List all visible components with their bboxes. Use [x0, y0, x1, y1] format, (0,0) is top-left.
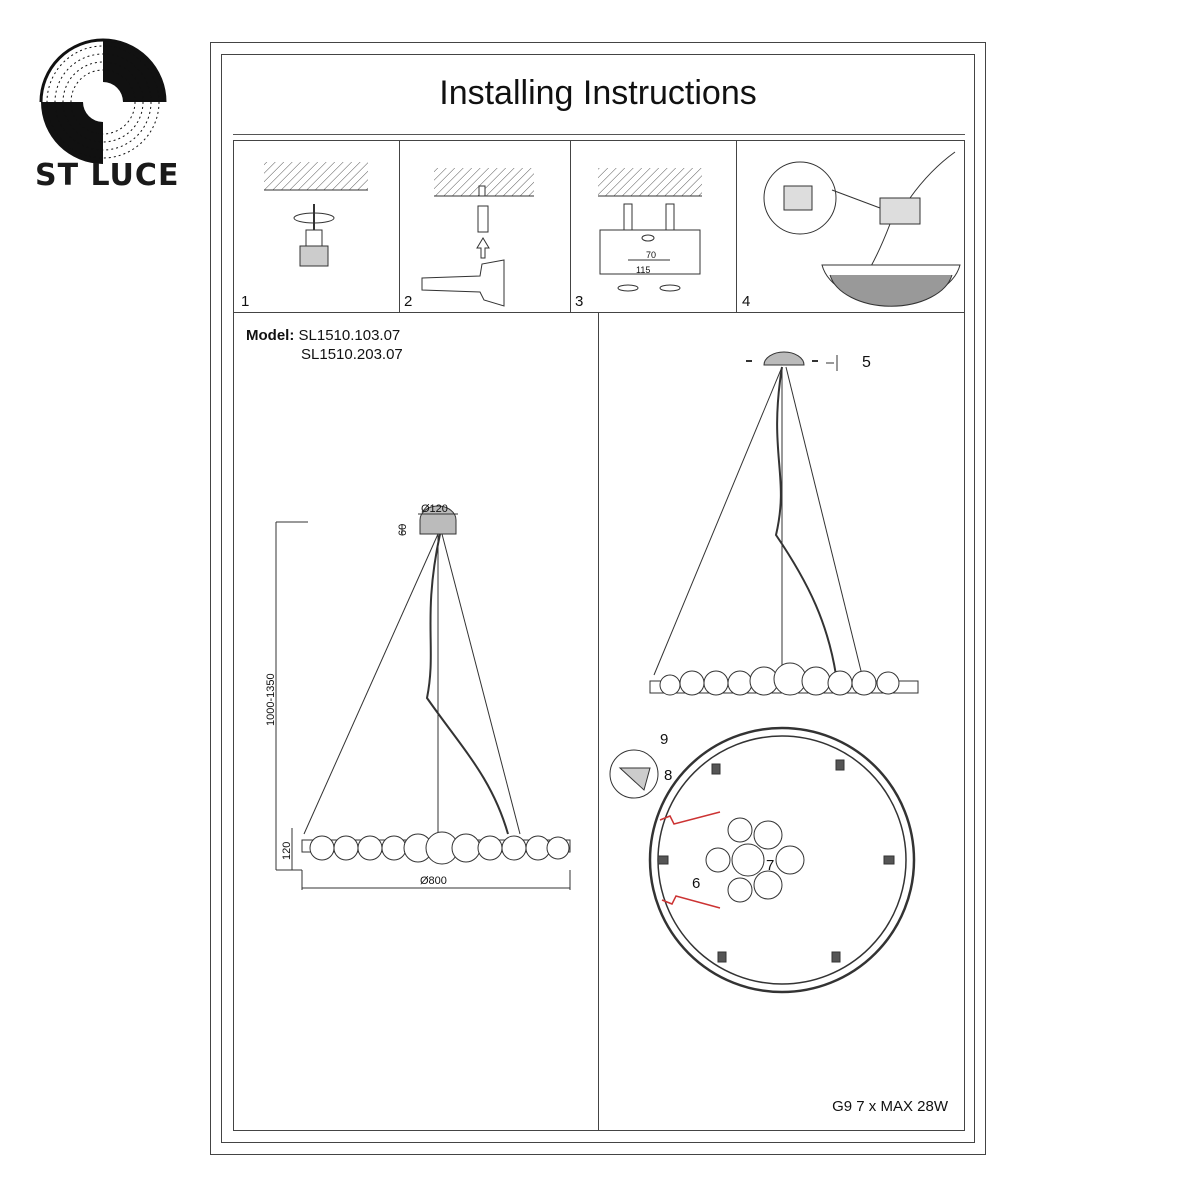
title-rule [233, 134, 965, 135]
bracket-outer-dimension: 115 [636, 265, 651, 275]
diagram-divider [598, 313, 599, 1131]
canopy-diameter-label: Ø120 [421, 503, 448, 515]
canopy-height-label: 60 [397, 523, 409, 536]
cable-length-label: 1000-1350 [265, 673, 277, 726]
lamp-specification: G9 7 x MAX 28W [832, 1098, 948, 1115]
callout-8: 8 [664, 767, 673, 784]
step-1-number: 1 [241, 293, 250, 310]
dimension-drawing [262, 498, 592, 898]
callout-6: 6 [692, 875, 701, 892]
page-title: Installing Instructions [439, 74, 757, 112]
step-1-drill-illustration [260, 160, 370, 270]
callout-9: 9 [660, 731, 669, 748]
step-4-wiring-illustration [760, 150, 965, 315]
step-4-number: 4 [742, 293, 751, 310]
ring-diameter-label: Ø800 [420, 875, 447, 887]
brand-name: ST LUCE [35, 158, 180, 193]
model-code-2: SL1510.203.07 [301, 346, 403, 363]
model-block [246, 326, 403, 364]
model-code-1: SL1510.103.07 [298, 327, 401, 344]
ring-top-view-drawing [600, 720, 930, 1010]
ring-height-label: 120 [281, 841, 293, 860]
fixture-assembly-drawing [640, 345, 940, 705]
bracket-inner-dimension: 70 [646, 250, 657, 260]
callout-5: 5 [862, 354, 871, 371]
callout-7: 7 [766, 857, 775, 874]
step-2-number: 2 [404, 293, 413, 310]
step-3-bracket-illustration [590, 160, 730, 300]
step-3-number: 3 [575, 293, 584, 310]
step-2-hammer-illustration [420, 160, 570, 310]
model-label: Model: [246, 327, 295, 344]
